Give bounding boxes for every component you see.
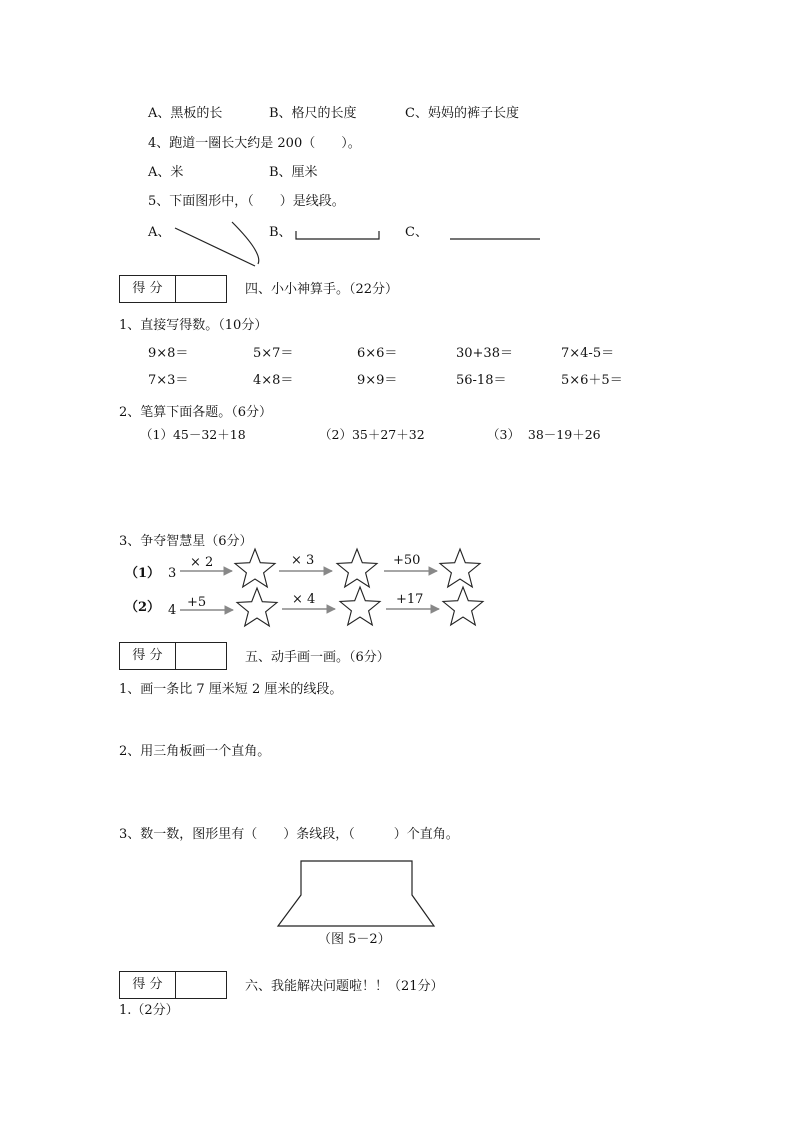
calc-item: 30+38＝ — [456, 346, 513, 361]
calc-item: 56-18＝ — [456, 373, 507, 388]
q3-option-a: A、黑板的长 — [148, 106, 223, 121]
q5-option-b: B、 — [269, 225, 292, 240]
figure-caption: （图 5－2） — [318, 932, 391, 947]
written-calc-item: （1）45－32＋18 — [140, 427, 246, 442]
q5-option-c: C、 — [405, 225, 428, 240]
chain-operation: +50 — [393, 553, 421, 568]
score-box-6 — [119, 971, 227, 999]
chain-operation: +17 — [396, 592, 424, 607]
calc-item: 7×4-5＝ — [561, 346, 615, 361]
section-4-part-2: 2、笔算下面各题。（6分） — [119, 405, 273, 420]
chain-start-number: 4 — [168, 603, 177, 618]
calc-item: 5×6＋5＝ — [561, 373, 623, 388]
q3-option-c: C、妈妈的裤子长度 — [405, 106, 519, 121]
section-4-part-1: 1、直接写得数。（10分） — [119, 318, 268, 333]
calc-item: 7×3＝ — [148, 373, 189, 388]
written-calc-item: （2）35＋27＋32 — [319, 427, 425, 442]
chain-operation: × 2 — [190, 555, 214, 570]
calc-item: 4×8＝ — [253, 373, 294, 388]
score-label: 得 分 — [120, 643, 176, 669]
calc-item: 9×9＝ — [357, 373, 398, 388]
q3-option-b: B、格尺的长度 — [269, 106, 357, 121]
chain-label: （1） — [125, 566, 161, 581]
chain-operation: × 4 — [292, 592, 316, 607]
written-calc-item: （3） 38－19＋26 — [487, 427, 601, 442]
q5-option-a: A、 — [148, 225, 171, 240]
section-5-title: 五、动手画一画。（6分） — [245, 650, 390, 665]
chain-operation: × 3 — [291, 553, 315, 568]
chain-operation: +5 — [187, 595, 207, 610]
section-4-part-3: 3、争夺智慧星（6分） — [119, 534, 253, 549]
calc-item: 6×6＝ — [357, 346, 398, 361]
calc-item: 5×7＝ — [253, 346, 294, 361]
section-6-title: 六、我能解决问题啦！！（21分） — [245, 979, 444, 994]
question-4: 4、跑道一圈长大约是 200（ ）。 — [148, 136, 361, 151]
question-5: 5、下面图形中，（ ）是线段。 — [148, 194, 345, 209]
section-5-part-2: 2、用三角板画一个直角。 — [119, 744, 271, 759]
section-6-part-1: 1.（2分） — [119, 1003, 179, 1018]
chain-start-number: 3 — [168, 566, 177, 581]
q4-option-b: B、厘米 — [269, 165, 318, 180]
score-label: 得 分 — [120, 276, 176, 302]
section-4-title: 四、小小神算手。（22分） — [245, 282, 399, 297]
section-5-part-3: 3、数一数，图形里有（ ）条线段，（ ）个直角。 — [119, 827, 459, 842]
q4-option-a: A、米 — [148, 165, 184, 180]
score-label: 得 分 — [120, 972, 176, 998]
chain-label: （2） — [125, 600, 161, 615]
calc-item: 9×8＝ — [148, 346, 189, 361]
section-5-part-1: 1、画一条比 7 厘米短 2 厘米的线段。 — [119, 682, 343, 697]
